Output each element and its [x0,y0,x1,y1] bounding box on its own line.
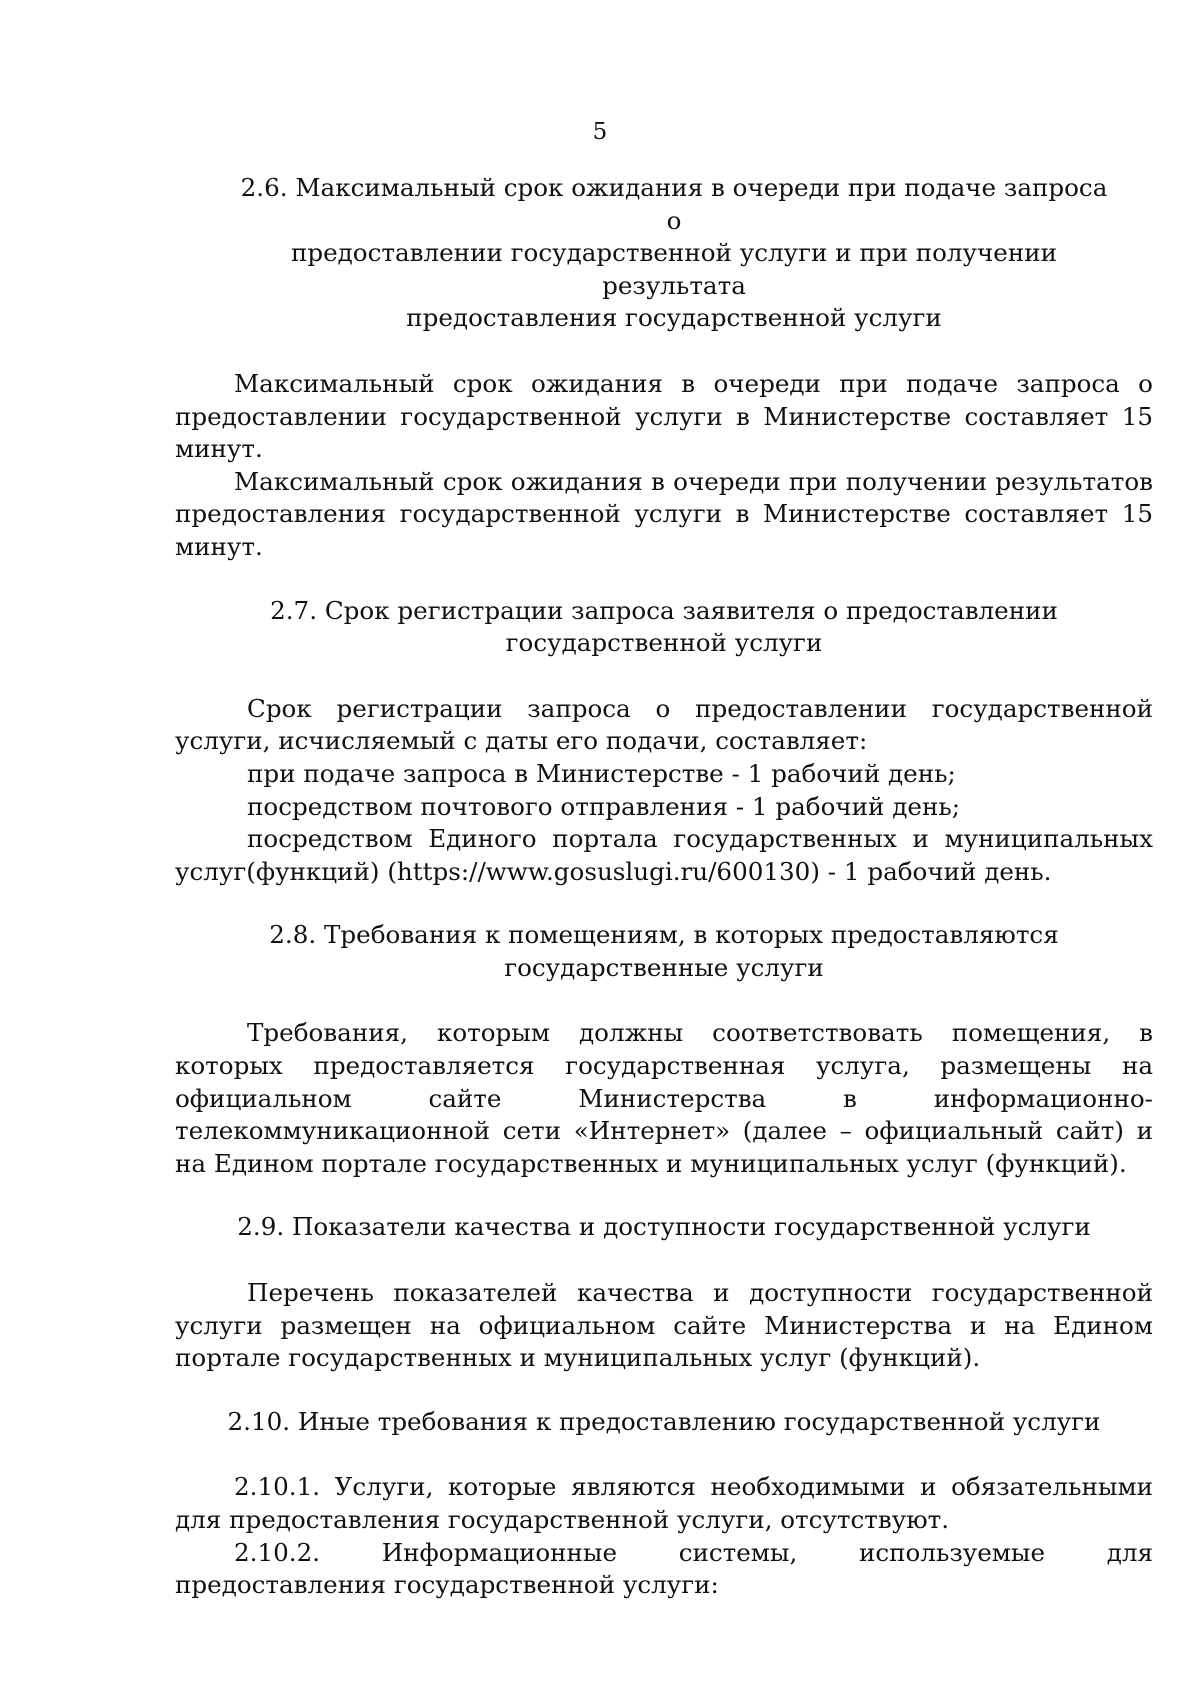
section-heading-2-9 [175,1211,1153,1244]
section-heading-2-7 [175,595,1153,660]
paragraph: 2.10.2. Информационные системы, используемые для предоставления государственной услуги: [175,1537,1153,1600]
section-heading-2-6 [175,172,1153,335]
list-item: посредством почтового отправления - 1 рабочий день; [247,791,961,821]
paragraph: Перечень показателей качества и доступности государственной услуги размещен на официальном сайте Министерства и на Едином портале государственных и муниципальных услуг (функций). [175,1278,1153,1373]
paragraph: Требования, которым должны соответствовать помещения, в которых предоставляется государственная услуга, размещены на официальном сайте Министерства в информационно-телекоммуникационной сети «Интернет» (далее – официальный сайт) и на Едином портале государственных и муниципальных услуг (функций). [175,1018,1153,1178]
heading-line: предоставлении государственной услуги и при получении результата [290,238,1058,300]
section-heading-2-8 [175,919,1153,984]
paragraph: Срок регистрации запроса о предоставлении государственной услуги, исчисляемый с даты его подачи, составляет: [175,693,1153,756]
heading-line: 2.10. Иные требования к предоставлению государственной услуги [227,1406,1101,1436]
list-item: посредством Единого портала государственных и муниципальных услуг(функций) (https://www.gosuslugi.ru/600130) - 1 рабочий день. [175,824,1153,886]
heading-line: 2.9. Показатели качества и доступности государственной услуги [237,1212,1091,1242]
heading-line: предоставления государственной услуги [406,303,942,333]
paragraph: 2.10.1. Услуги, которые являются необходимыми и обязательными для предоставления государственной услуги, отсутствуют. [175,1472,1153,1534]
heading-line: 2.6. Максимальный срок ожидания в очереди при подаче запроса о [240,173,1108,235]
heading-line: 2.8. Требования к помещениям, в которых предоставляются [269,920,1059,950]
heading-line: 2.7. Срок регистрации запроса заявителя о предоставлении [270,595,1058,625]
paragraph: Максимальный срок ожидания в очереди при получении результатов предоставления государственной услуги в Министерстве составляет 15 минут. [175,466,1153,561]
section-heading-2-10 [175,1406,1153,1439]
document-body [175,172,1153,1602]
heading-line: государственной услуги [505,628,823,658]
heading-line: государственные услуги [504,952,824,982]
paragraph: Максимальный срок ожидания в очереди при подаче запроса о предоставлении государственной услуги в Министерстве составляет 15 минут. [175,368,1153,464]
list-item: при подаче запроса в Министерстве - 1 рабочий день; [247,758,956,788]
page-number: 5 [592,119,608,145]
